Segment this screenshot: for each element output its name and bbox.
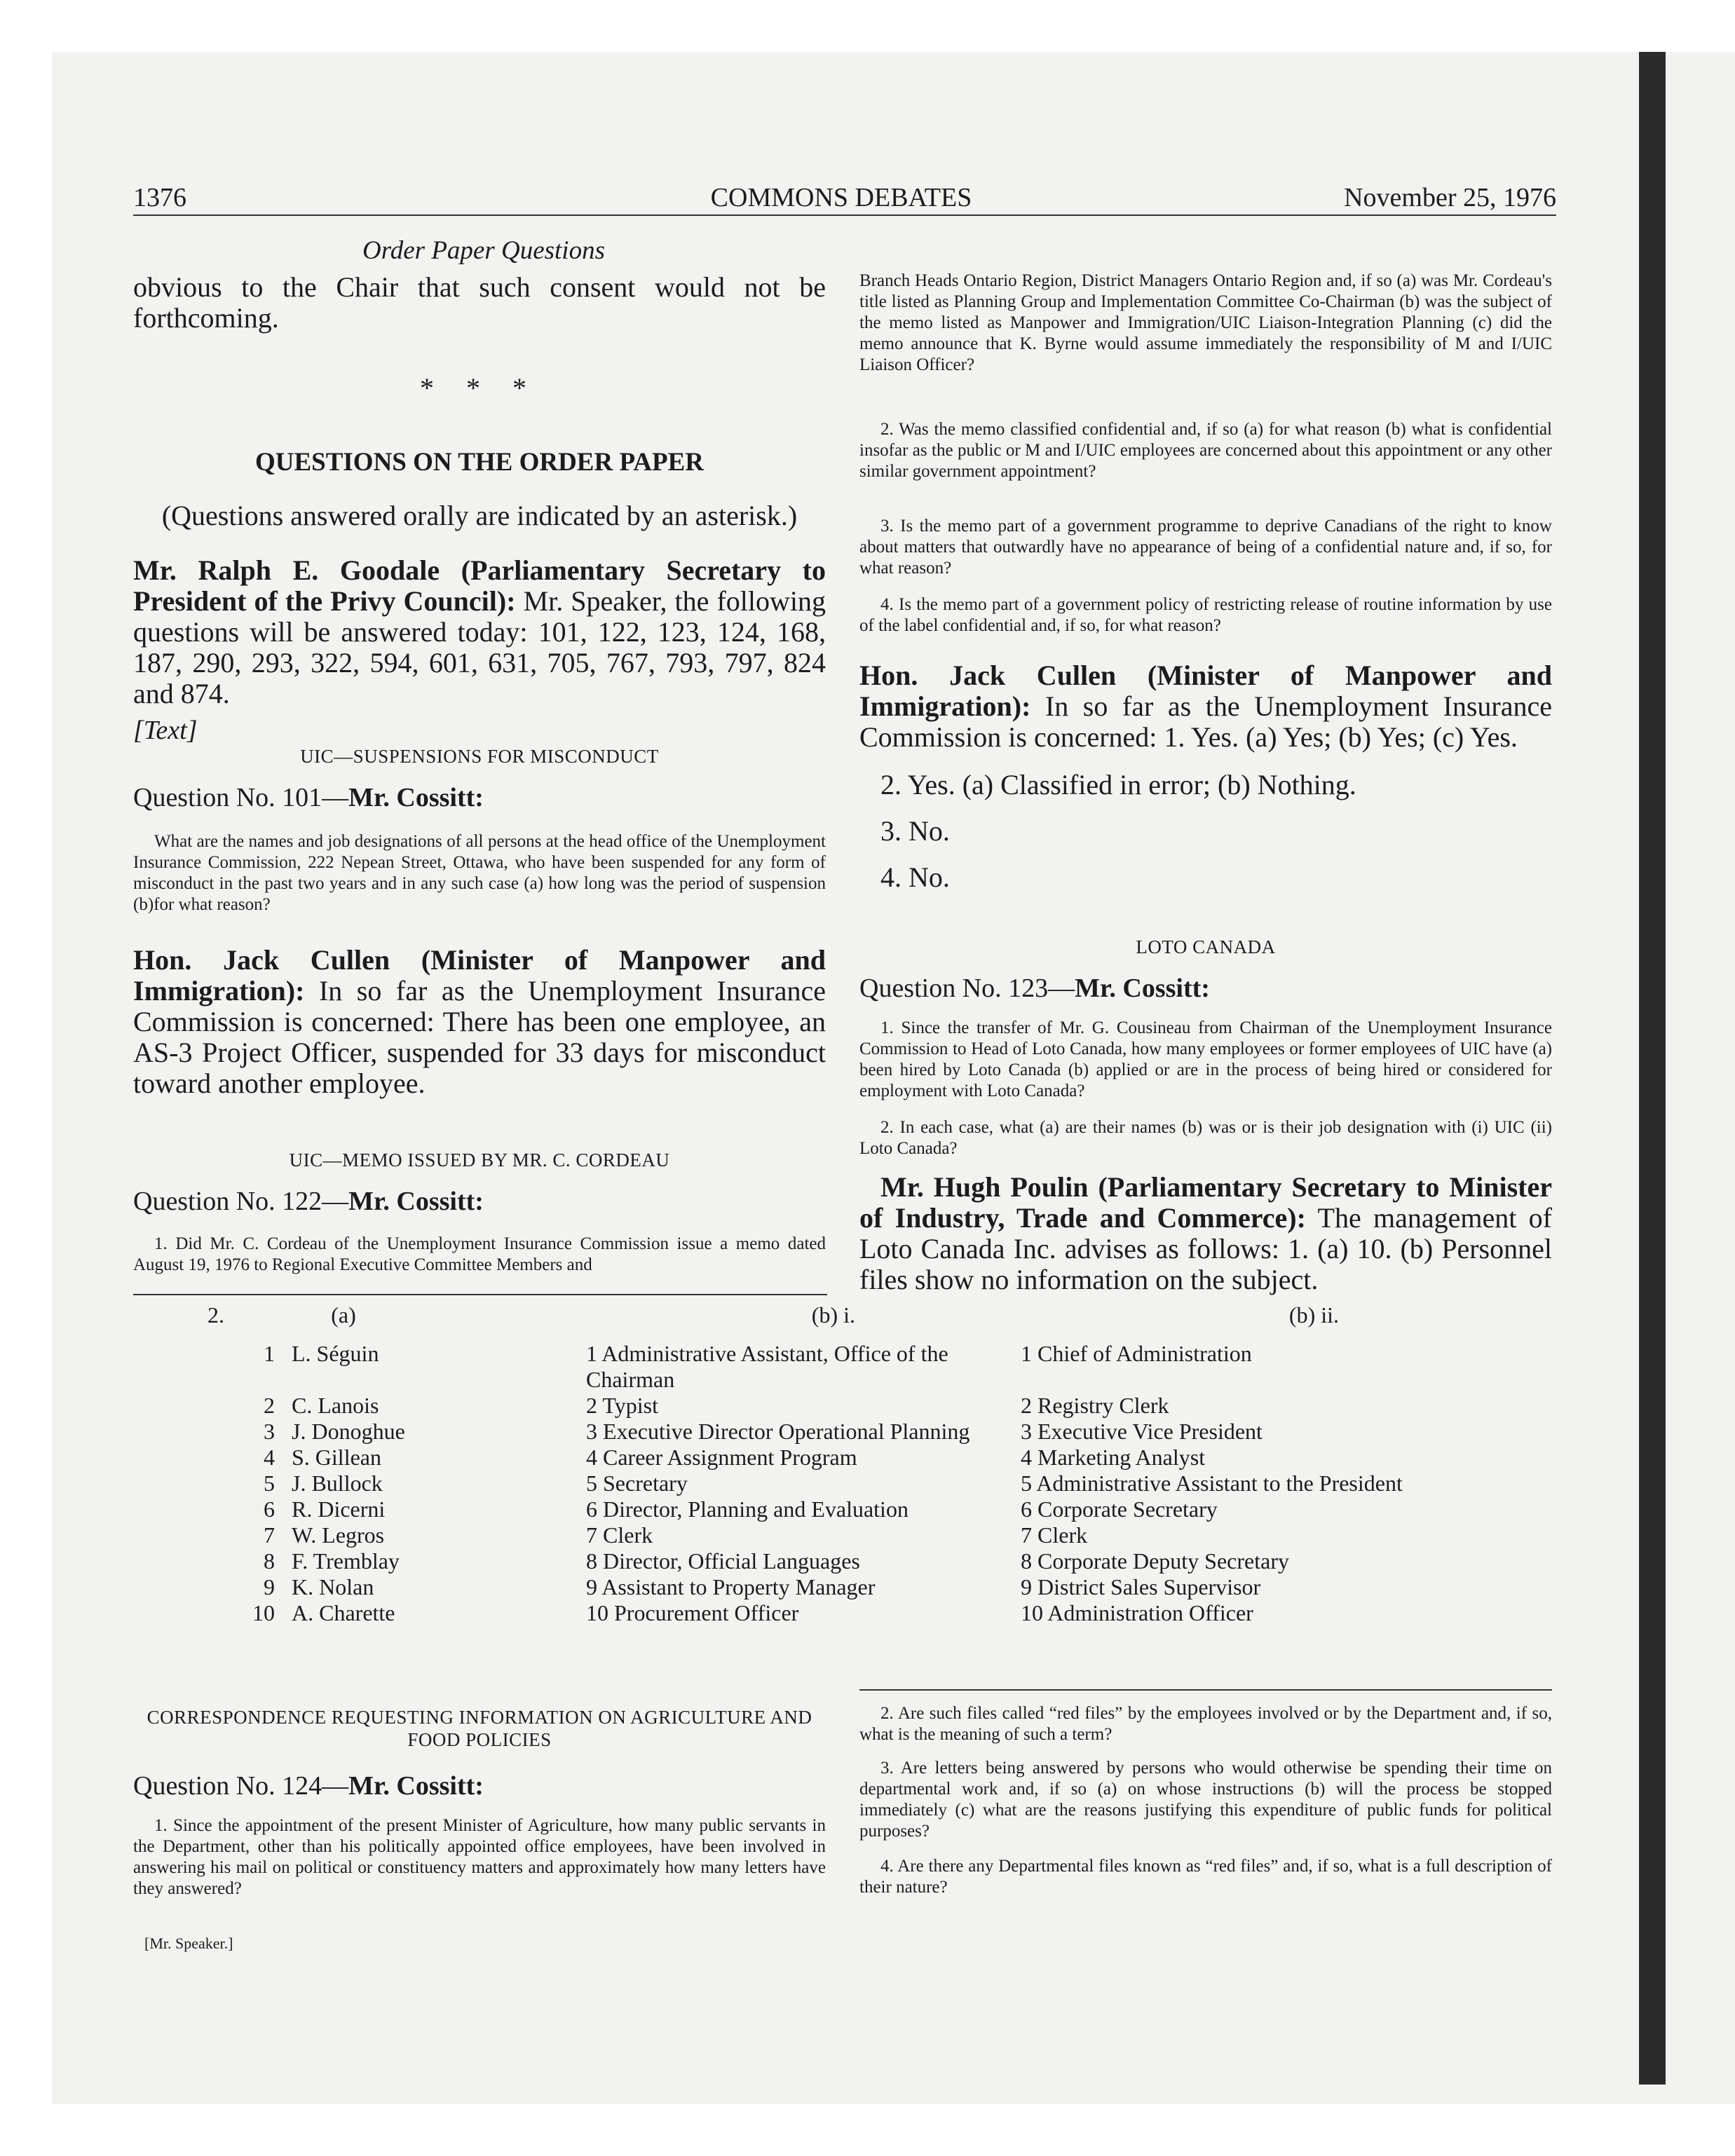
row-name: C. Lanois <box>292 1393 379 1418</box>
q122-heading: UIC—MEMO ISSUED BY MR. C. CORDEAU <box>289 1149 670 1171</box>
goodale-statement <box>133 555 826 709</box>
question-asker: Mr. Cossitt: <box>348 1771 484 1801</box>
q101-answer <box>133 945 826 1099</box>
row-loto-designation: 6 Corporate Secretary <box>1021 1496 1218 1522</box>
question-label: Question No. 123— <box>859 974 1075 1003</box>
question-label: Question No. 122— <box>133 1187 349 1216</box>
row-number: 3 <box>264 1419 275 1444</box>
q124-text-4: 4. Are there any Departmental files known as “red files” and, if so, what is a full description of their nature? <box>859 1857 1552 1897</box>
q122-answer <box>859 660 1552 753</box>
row-loto-designation: 1 Chief of Administration <box>1021 1341 1252 1366</box>
speaker-name: Mr. Hugh Poulin (Parliamentary Secretary to Minister of Industry, Trade and Commerce): <box>859 1171 1552 1234</box>
q124-text-3: 3. Are letters being answered by persons who would otherwise be spending their time on departmental work and, if so (a) on whose instructions (b) will the process be stopped immediately (c) what are the reasons justifying this expenditure of public funds for political purposes? <box>859 1759 1552 1841</box>
row-number: 9 <box>264 1574 275 1599</box>
row-uic-designation: 7 Clerk <box>586 1522 653 1548</box>
order-paper-label: Order Paper Questions <box>362 236 605 265</box>
q101-title <box>133 782 484 813</box>
question-label: Question No. 101— <box>133 783 349 812</box>
row-name: R. Dicerni <box>292 1496 386 1522</box>
table-row <box>245 1496 1556 1522</box>
row-uic-designation: 9 Assistant to Property Manager <box>586 1574 876 1599</box>
answer-text: In so far as the Unemployment Insurance Commission is concerned: 1. Yes. (a) Yes; (b) Yes; (c) Yes. <box>859 690 1552 753</box>
section-note: (Questions answered orally are indicated by an asterisk.) <box>161 500 798 531</box>
row-uic-designation: 2 Typist <box>586 1393 658 1418</box>
row-loto-designation: 3 Executive Vice President <box>1021 1419 1263 1444</box>
q124-text-2: 2. Are such files called “red files” by the employees involved or by the Department and, if so, what is the meaning of such a term? <box>859 1704 1552 1744</box>
scan-edge-bar <box>1639 52 1666 2085</box>
text-marker: [Text] <box>133 716 198 745</box>
table-row <box>245 1393 1556 1419</box>
row-number: 7 <box>264 1522 275 1548</box>
row-loto-designation: 4 Marketing Analyst <box>1021 1445 1206 1470</box>
section-heading: QUESTIONS ON THE ORDER PAPER <box>254 448 705 477</box>
q123-text-2: 2. In each case, what (a) are their names (b) was or is their job designation with (i) UIC (ii) Loto Canada? <box>859 1118 1552 1158</box>
q101-text: What are the names and job designations of all persons at the head office of the Unemployment Insurance Commission, 222 Nepean Street, Ottawa, who have been suspended for any form of misconduct in the past two years and in any such case (a) how long was the period of suspension (b)for what reason? <box>133 832 826 914</box>
question-asker: Mr. Cossitt: <box>1075 974 1210 1003</box>
row-loto-designation: 7 Clerk <box>1021 1522 1088 1548</box>
row-name: K. Nolan <box>292 1574 374 1599</box>
row-number: 4 <box>264 1445 275 1470</box>
q101-heading: UIC—SUSPENSIONS FOR MISCONDUCT <box>300 746 659 767</box>
row-loto-designation: 2 Registry Clerk <box>1021 1393 1169 1418</box>
row-name: F. Tremblay <box>292 1548 400 1574</box>
row-loto-designation: 8 Corporate Deputy Secretary <box>1021 1548 1289 1574</box>
q122-answer-2: 2. Yes. (a) Classified in error; (b) Nothing. <box>880 769 1356 800</box>
row-name: J. Bullock <box>292 1471 383 1496</box>
bottom-right-rule <box>859 1689 1552 1691</box>
row-uic-designation: 4 Career Assignment Program <box>586 1445 857 1470</box>
q123-title <box>859 973 1210 1004</box>
q122-text-3: 3. Is the memo part of a government programme to deprive Canadians of the right to know about matters that outwardly have no appearance of being of a confidential nature and, if so, for what reason? <box>859 517 1552 578</box>
answer-text: In so far as the Unemployment Insurance Commission is concerned: There has been one employee, an AS-3 Project Officer, suspended for 33 days for misconduct toward another employee. <box>133 975 826 1099</box>
q122-text-4: 4. Is the memo part of a government policy of restricting release of routine information by use of the label confidential and, if so, for what reason? <box>859 595 1552 635</box>
row-uic-designation: 6 Director, Planning and Evaluation <box>586 1496 909 1522</box>
loto-canada-table <box>133 1302 1556 1626</box>
table-row <box>245 1419 1556 1445</box>
table-row <box>245 1471 1556 1496</box>
row-uic-designation: 10 Procurement Officer <box>586 1600 799 1625</box>
col-bi-header: (b) i. <box>811 1302 855 1328</box>
row-number: 2 <box>264 1393 275 1418</box>
running-title: COMMONS DEBATES <box>710 183 972 212</box>
row-loto-designation: 10 Administration Officer <box>1021 1600 1253 1625</box>
table-top-rule <box>133 1294 827 1295</box>
q123-answer <box>859 1172 1552 1295</box>
table-body <box>245 1341 1556 1626</box>
row-name: S. Gillean <box>292 1445 381 1470</box>
question-label: Question No. 124— <box>133 1771 349 1801</box>
q122-answer-3: 3. No. <box>880 815 950 847</box>
q123-text-1: 1. Since the transfer of Mr. G. Cousineau from Chairman of the Unemployment Insurance Commission to Head of Loto Canada, how many employees or former employees of UIC have (a) been hired by Loto Canada (b) applied or are in the process of being hired or considered for employment with Loto Canada? <box>859 1018 1552 1100</box>
q122-continued: Branch Heads Ontario Region, District Managers Ontario Region and, if so (a) was Mr. Cordeau's title listed as Planning Group and Implementation Committee Co-Chairman (b) was the subject of the memo listed as Manpower and Immigration/UIC Liaison-Integration Planning (c) did the memo announce that K. Byrne would assume immediately the responsibility of M and I/UIC Liaison Officer? <box>859 271 1552 374</box>
col-bii-header: (b) ii. <box>1288 1302 1339 1328</box>
table-row <box>245 1445 1556 1471</box>
col-a-header: (a) <box>331 1302 356 1328</box>
row-uic-designation: 1 Administrative Assistant, Office of the Chairman <box>586 1341 948 1392</box>
row-uic-designation: 8 Director, Official Languages <box>586 1548 860 1574</box>
row-name: L. Séguin <box>292 1341 379 1366</box>
question-asker: Mr. Cossitt: <box>348 783 484 812</box>
q123-heading: LOTO CANADA <box>1136 936 1276 957</box>
header-rule <box>133 214 1556 216</box>
row-loto-designation: 5 Administrative Assistant to the President <box>1021 1471 1403 1496</box>
answer-text: The management of Loto Canada Inc. advises as follows: 1. (a) 10. (b) Personnel files show no information on the subject. <box>859 1202 1552 1295</box>
table-row <box>245 1341 1556 1393</box>
table-row <box>245 1522 1556 1548</box>
row-uic-designation: 3 Executive Director Operational Planning <box>586 1419 970 1444</box>
table-row <box>245 1600 1556 1626</box>
q122-title <box>133 1186 484 1217</box>
q124-title <box>133 1770 484 1801</box>
row-name: J. Donoghue <box>292 1419 405 1444</box>
row-number: 6 <box>264 1496 275 1522</box>
row-number: 5 <box>264 1471 275 1496</box>
page-date: November 25, 1976 <box>1344 183 1556 212</box>
row-uic-designation: 5 Secretary <box>586 1471 688 1496</box>
section-separator: * * * <box>420 372 539 404</box>
row-number: 8 <box>264 1548 275 1574</box>
q122-answer-4: 4. No. <box>880 861 950 893</box>
row-name: W. Legros <box>292 1522 385 1548</box>
row-name: A. Charette <box>292 1600 395 1625</box>
table-label: 2. <box>207 1302 224 1328</box>
speaker-name: Hon. Jack Cullen (Minister of Manpower and Immigration): <box>133 944 826 1007</box>
footer-note: [Mr. Speaker.] <box>144 1935 233 1952</box>
table-row <box>245 1548 1556 1574</box>
table-row <box>245 1574 1556 1600</box>
table-header <box>133 1302 1556 1328</box>
q124-text-1: 1. Since the appointment of the present Minister of Agriculture, how many public servants in the Department, other than his politically appointed office employees, have been involved in answering his mail on political or constituency matters and approximately how many letters have they answered? <box>133 1816 826 1898</box>
opening-paragraph: obvious to the Chair that such consent would not be forthcoming. <box>133 271 826 334</box>
q122-text-2: 2. Was the memo classified confidential and, if so (a) for what reason (b) what is confidential insofar as the public or M and I/UIC employees are concerned about this appointment or any other similar government appointment? <box>859 420 1552 481</box>
q124-heading: CORRESPONDENCE REQUESTING INFORMATION ON AGRICULTURE AND FOOD POLICIES <box>147 1707 812 1750</box>
speaker-name: Hon. Jack Cullen (Minister of Manpower and Immigration): <box>859 660 1552 722</box>
row-number: 1 <box>264 1341 275 1366</box>
statement-text: Mr. Speaker, the following questions will be answered today: 101, 122, 123, 124, 168, 187, 290, 293, 322, 594, 601, 631, 705, 767, 793, 797, 824 and 874. <box>133 585 826 709</box>
question-asker: Mr. Cossitt: <box>348 1187 484 1216</box>
row-number: 10 <box>252 1600 275 1625</box>
row-loto-designation: 9 District Sales Supervisor <box>1021 1574 1261 1599</box>
speaker-name: Mr. Ralph E. Goodale (Parliamentary Secretary to President of the Privy Council): <box>133 554 826 617</box>
page-number: 1376 <box>133 183 186 212</box>
q122-text-1: 1. Did Mr. C. Cordeau of the Unemployment Insurance Commission issue a memo dated August 19, 1976 to Regional Executive Committee Members and <box>133 1234 826 1274</box>
